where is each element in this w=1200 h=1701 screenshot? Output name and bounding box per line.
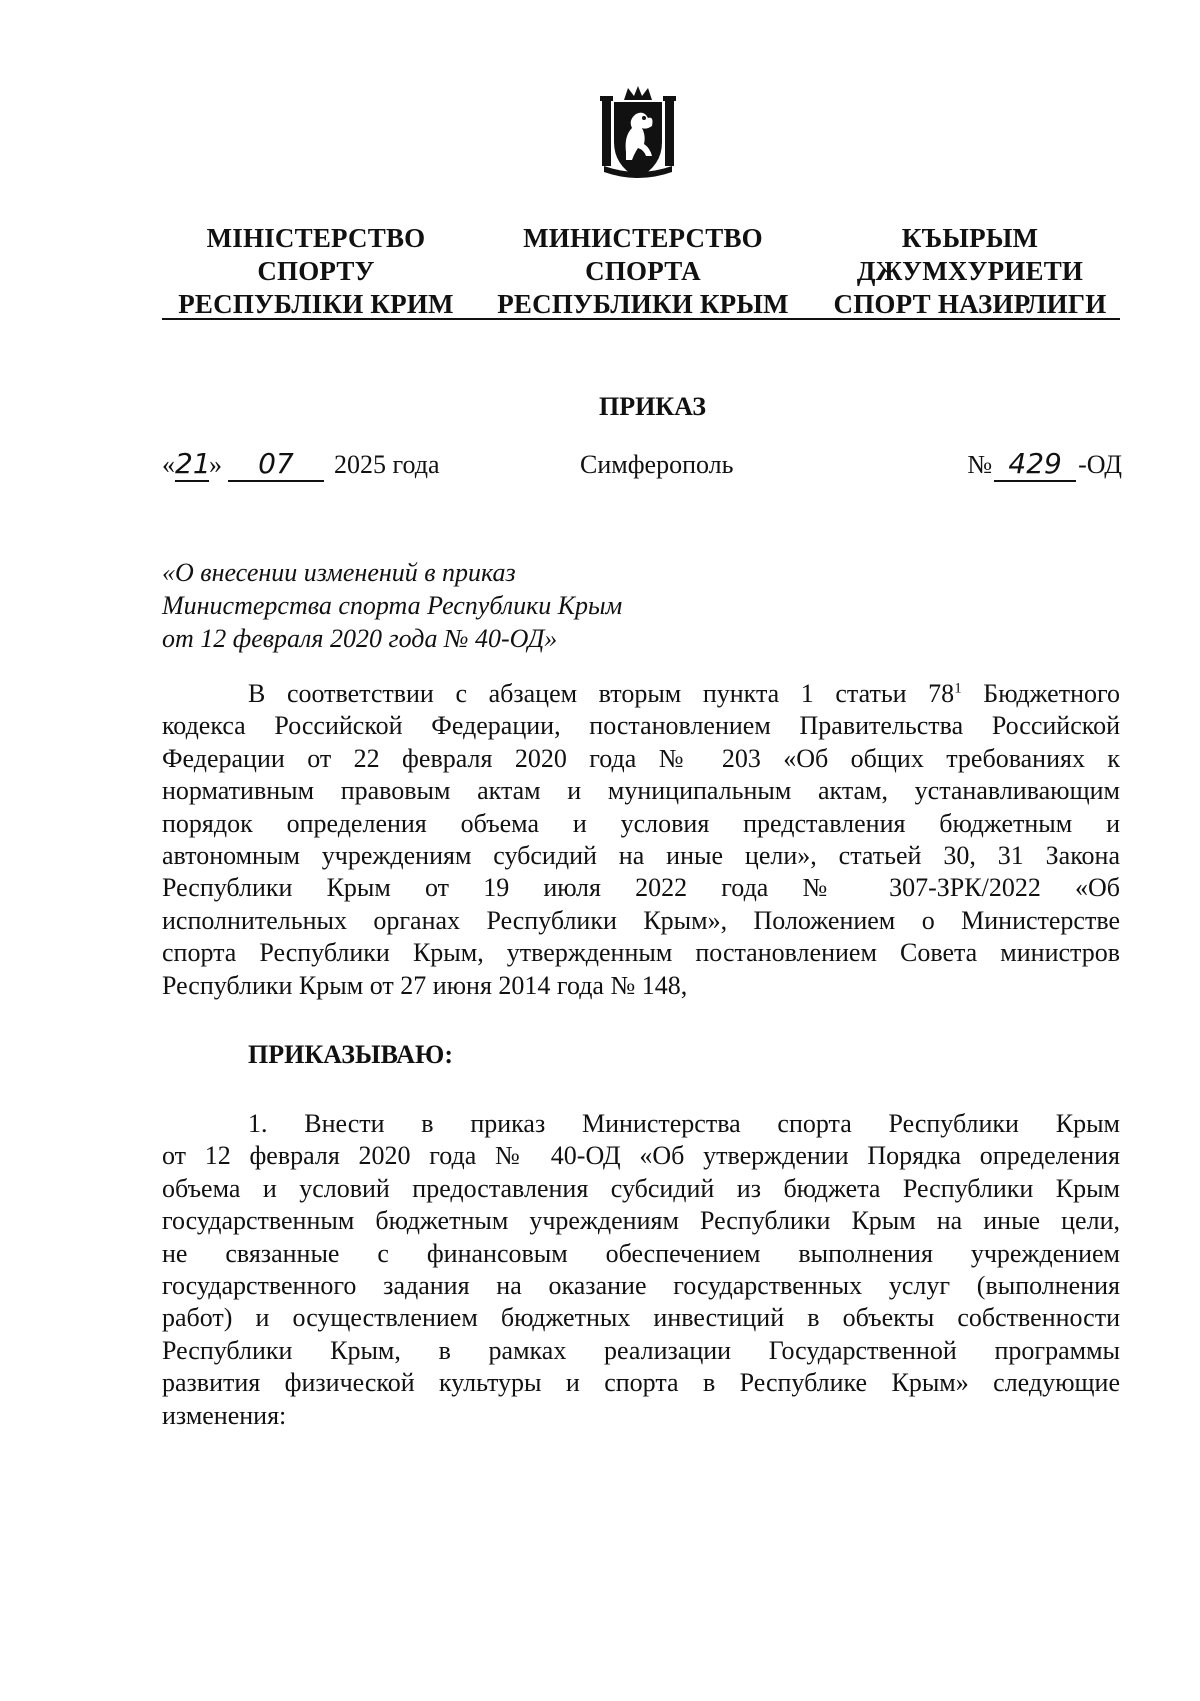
order-directive: ПРИКАЗЫВАЮ: [248,1040,453,1069]
handwritten-day: 21 [175,447,211,480]
preamble-paragraph: В соответствии с абзацем вторым пункта 1 статьи $78^1$ Бюджетного кодекса Российской Федерации, постановлением Правительства Российской Федерации от 22 февраля 2020 года № 203 «Об общих требованиях к нормативным правовым актам и муниципальным актам, устанавливающим порядок определения объема и условия представления бюджетным и автономным учреждениям субсидий на иные цели», статьей 30, 31 Закона Республики Крым от 19 июля 2022 года № 307-ЗРК/2022 «Об исполнительных органах Республики Крым», Положением о Министерстве спорта Республики Крым, утвержденным постановлением Совета министров Республики Крым от 27 июня 2014 года № 148, [162,679,1121,1000]
document-date: «21» 07 2025 года [162,447,440,480]
ministry-name-ukrainian: МІНІСТЕРСТВО СПОРТУ РЕСПУБЛІКИ КРИМ [178,223,454,319]
date-year: 2025 года [334,450,440,479]
ministry-name-russian: МИНИСТЕРСТВО СПОРТА РЕСПУБЛИКИ КРЫМ [497,223,789,319]
ministry-name-crimean-tatar: КЪЫРЫМ ДЖУМХУРИЕТИ СПОРТ НАЗИРЛИГИ [833,223,1107,319]
document-number: № 429 -ОД [967,447,1122,480]
document-type-title: ПРИКАЗ [598,392,707,421]
document-meta [162,448,1122,492]
crimea-emblem-icon [600,86,676,182]
document-city: Симферополь [580,450,734,479]
handwritten-month: 07 [228,448,324,482]
order-item-1: 1. Внести в приказ Министерства спорта Республики Крым от 12 февраля 2020 года № 40-ОД «Об утверждении Порядка определения объема и условий предоставления субсидий из бюджета Республики Крым государственным бюджетным учреждениям Республики Крым на иные цели, не связанные с финансовым обеспечением выполнения учреждением государственного задания на оказание государственных услуг (выполнения работ) и осуществлением бюджетных инвестиций в объекты собственности Республики Крым, в рамках реализации Государственной программы развития физической культуры и спорта в Республике Крым» следующие изменения: [162,1109,1120,1430]
document-subject: «О внесении изменений в приказ Министерства спорта Республики Крым от 12 февраля 2020 года № 40-ОД» [162,558,623,653]
handwritten-number: 429 [994,448,1076,482]
header-divider [162,318,1120,320]
ministry-header [160,222,1120,321]
